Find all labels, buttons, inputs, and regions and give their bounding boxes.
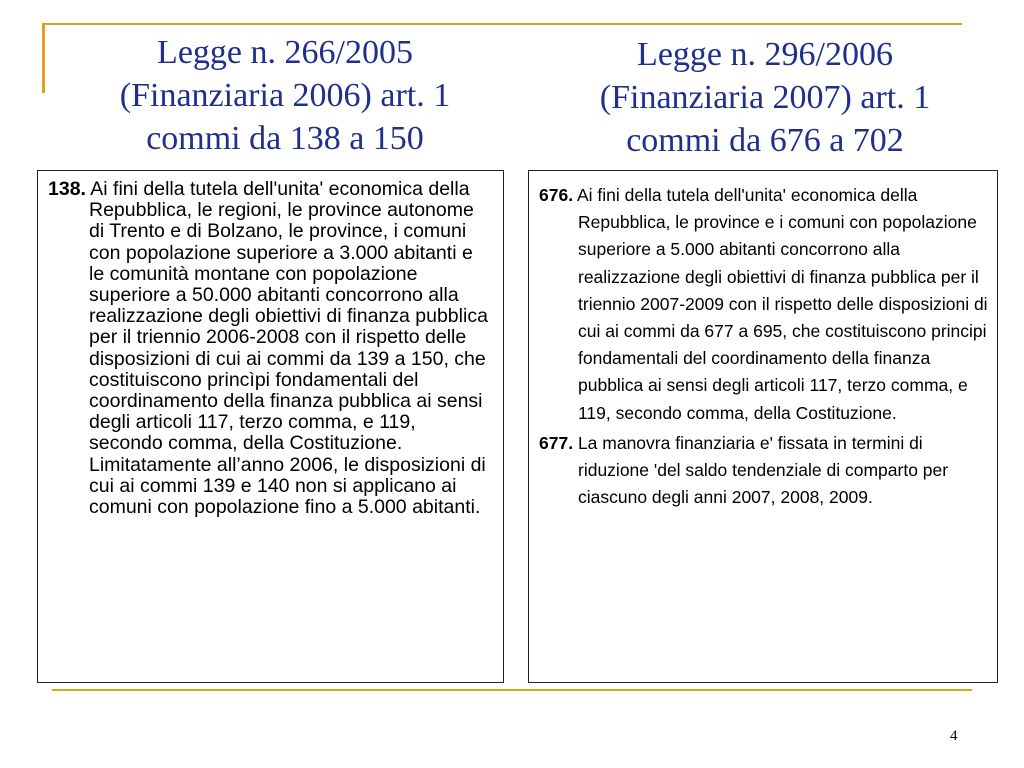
left-text-box (37, 170, 504, 683)
right-title (530, 33, 1000, 162)
comma-number: 677. (539, 432, 574, 453)
bottom-accent-line (52, 689, 972, 691)
comma-138-paragraph (48, 179, 493, 518)
comma-text: Ai fini della tutela dell'unita' economica della Repubblica, le regioni, le province autonome di Trento e di Bolzano, le province, i comuni con popolazione superiore a 3.000 abitanti e le comunità montane con popolazione superiore a 50.000 abitanti concorrono alla realizzazione degli obiettivi di finanza pubblica per il triennio 2006-2008 con il rispetto delle disposizioni di cui ai commi da 139 a 150, che costituiscono princìpi fondamentali del coordinamento della finanza pubblica ai sensi degli articoli 117, terzo comma, e 119, secondo comma, della Costituzione. Limitatamente all’anno 2006, le disposizioni di cui ai commi 139 e 140 non si applicano ai comuni con popolazione fino a 5.000 abitanti. (89, 178, 488, 519)
top-accent-line (44, 23, 962, 25)
comma-number: 138. (48, 178, 86, 200)
page-number: 4 (950, 728, 958, 744)
right-title-line-3: commi da 676 a 702 (626, 122, 904, 159)
comma-text: La manovra finanziaria e' fissata in termini di riduzione 'del saldo tendenziale di comparto per ciascuno degli anni 2007, 2008, 2009. (577, 432, 949, 508)
comma-676-paragraph (539, 182, 989, 427)
left-title-line-2: (Finanziaria 2006) art. 1 (119, 77, 451, 114)
left-title-line-1: Legge n. 266/2005 (157, 34, 413, 71)
right-title-line-1: Legge n. 296/2006 (637, 36, 893, 73)
comma-number: 676. (539, 185, 574, 205)
comma-text: Ai fini della tutela dell'unita' economica della Repubblica, le province e i comuni con popolazione superiore a 5.000 abitanti concorrono alla realizzazione degli obiettivi di finanza pubblica per il triennio 2007-2009 con il rispetto delle disposizioni di cui ai commi da 677 a 695, che costituiscono principi fondamentali del coordinamento della finanza pubblica ai sensi degli articoli 117, terzo comma, e 119, secondo comma, della Costituzione. (576, 185, 988, 423)
right-text-box (528, 170, 998, 683)
left-title (60, 31, 510, 160)
comma-677-paragraph (539, 430, 989, 512)
left-accent-line (42, 23, 45, 93)
left-title-line-3: commi da 138 a 150 (146, 120, 424, 157)
right-title-line-2: (Finanziaria 2007) art. 1 (599, 79, 931, 116)
